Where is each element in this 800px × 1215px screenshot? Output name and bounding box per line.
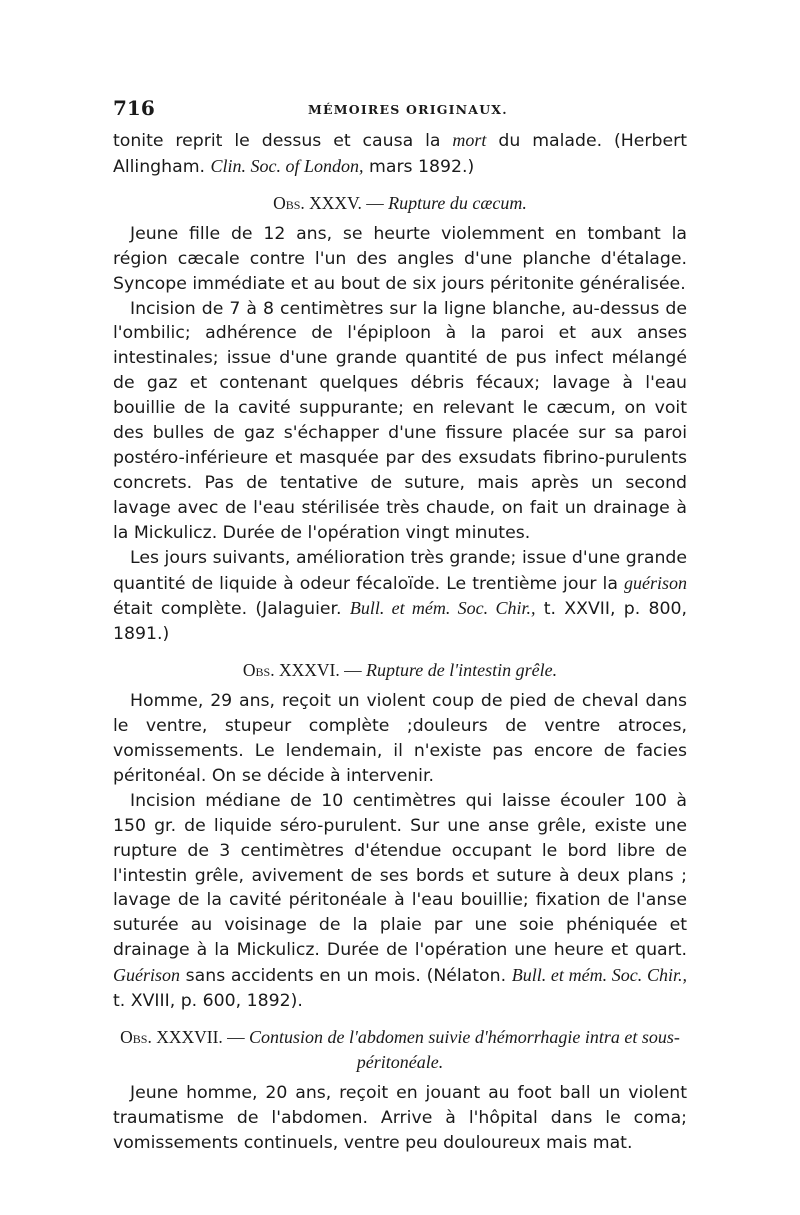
journal-reference: Bull. et mém. Soc. Chir.,	[349, 598, 536, 619]
continued-paragraph: tonite reprit le dessus et causa la mort du malade. (Herbert Allingham. Clin. Soc. of London, mars 1892.)	[113, 130, 687, 177]
observation-36-heading: Obs. XXXVI. — Rupture de l'intestin grêle.	[242, 660, 558, 681]
running-header	[113, 96, 687, 124]
running-title: MÉMOIRES ORIGINAUX.	[308, 102, 508, 117]
observation-35-paragraph-1: Jeune fille de 12 ans, se heurte violemment en tombant la région cæcale contre l'un des angles d'une planche d'étalage. Syncope immédiate et au bout de six jours péritonite généralisée.	[113, 223, 687, 294]
observation-35-heading: Obs. XXXV. — Rupture du cæcum.	[273, 192, 527, 213]
observation-35-paragraph-2: Incision de 7 à 8 centimètres sur la ligne blanche, au-dessus de l'ombilic; adhérence de l'épiploon à la paroi et aux anses intestinales; issue d'une grande quantité de pus infect mélangé de gaz et contenant quelques débris fécaux; lavage à l'eau bouillie de la cavité suppurante; en relevant le cæcum, on voit des bulles de gaz s'échapper d'une fissure placée sur sa paroi postéro-inférieure et masquée par des exsudats fibrino-purulents concrets. Pas de tentative de suture, mais après un second lavage avec de l'eau stérilisée très chaude, on fait un drainage à la Mickulicz. Durée de l'opération vingt minutes.	[113, 298, 687, 543]
document-page	[113, 96, 687, 1156]
observation-36-paragraph-1: Homme, 29 ans, reçoit un violent coup de pied de cheval dans le ventre, stupeur complète ;douleurs de ventre atroces, vomissements. Le lendemain, il n'existe pas encore de facies péritonéal. On se décide à intervenir.	[113, 691, 687, 786]
observation-37-heading: Obs. XXXVII. — Contusion de l'abdomen suivie d'hémorrhagie intra et sous-péritonéale.	[120, 1027, 680, 1072]
observation-37-paragraph-1: Jeune homme, 20 ans, reçoit en jouant au foot ball un violent traumatisme de l'abdomen. Arrive à l'hôpital dans le coma; vomissements continuels, ventre peu douloureux mais mat.	[113, 1083, 687, 1153]
page-number: 716	[113, 96, 155, 120]
observation-35-paragraph-3: Les jours suivants, amélioration très grande; issue d'une grande quantité de liquide à odeur fécaloïde. Le trentième jour la guérison était complète. (Jalaguier. Bull. et mém. Soc. Chir., t. XXVII, p. 800, 1891.)	[113, 547, 687, 645]
journal-reference: Bull. et mém. Soc. Chir.,	[511, 965, 687, 986]
observation-36-paragraph-2: Incision médiane de 10 centimètres qui laisse écouler 100 à 150 gr. de liquide séro-purulent. Sur une anse grêle, existe une rupture de 3 centimètres d'étendue occupant le bord libre de l'intestin grêle, avivement de ses bords et suture à deux plans ; lavage de la cavité péritonéale à l'eau bouillie; fixation de l'anse suturée au voisinage de la plaie par une soie phéniquée et drainage à la Mickulicz. Durée de l'opération une heure et quart. Guérison sans accidents en un mois. (Nélaton. Bull. et mém. Soc. Chir., t. XVIII, p. 600, 1892).	[113, 790, 687, 1012]
journal-reference: Clin. Soc. of London,	[210, 155, 364, 176]
